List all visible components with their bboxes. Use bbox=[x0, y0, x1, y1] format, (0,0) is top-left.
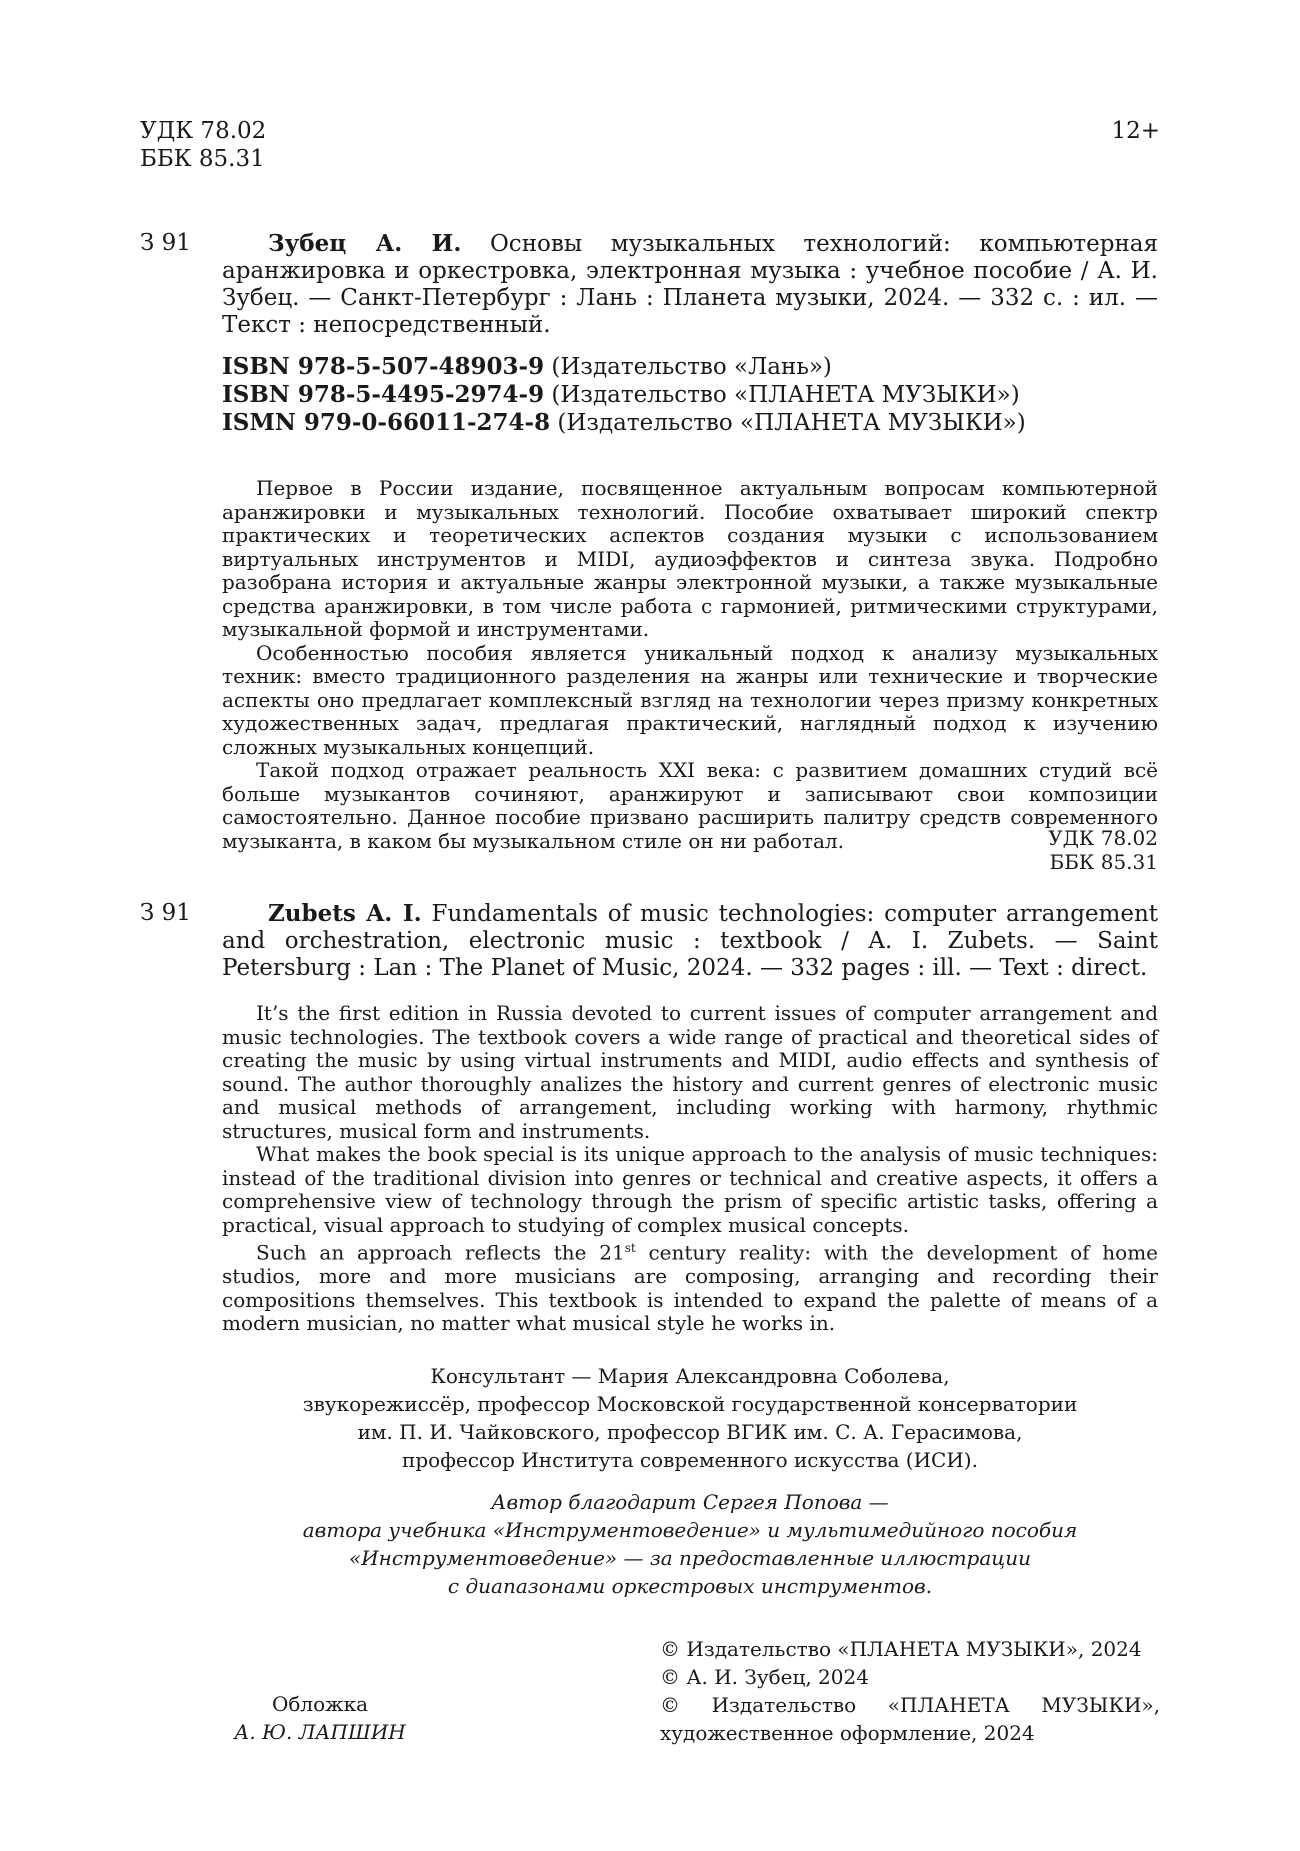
header-bbk: ББК 85.31 bbox=[140, 146, 265, 172]
en-entry-description: Fundamentals of music technologies: computer arrangement and orchestration, electronic music : textbook / A. I. Zubets. — Saint Petersburg : Lan : The Planet of Music, 2024. — 332 pages : ill. — Text : direct. bbox=[222, 901, 1159, 981]
ru-entry-text bbox=[222, 230, 1158, 339]
en-abstract bbox=[222, 1002, 1158, 1336]
en-abstract-p1: It’s the first edition in Russia devoted to current issues of computer arrangement and music technologies. The textbook covers a wide range of practical and theoretical sides of creating the music by using virtual instruments and MIDI, audio effects and synthesis of sound. The author thoroughly analizes the history and current genres of electronic music and musical methods of arrangement, including working with harmony, rhythmic structures, musical form and instruments. bbox=[222, 1001, 1158, 1143]
cover-label: Обложка bbox=[271, 1692, 368, 1716]
ru-abstract-p1: Первое в России издание, посвященное актуальным вопросам компьютерной аранжировки и музыкальных технологий. Пособие охватывает широкий спектр практических и теоретических аспектов создания музыки с использованием виртуальных инструментов и MIDI, аудиоэффектов и синтеза звука. Подробно разобрана история и актуальные жанры электронной музыки, а также музыкальные средства аранжировки, в том числе работа с гармонией, ритмическими структурами, музыкальной формой и инструментами. bbox=[222, 476, 1158, 641]
ru-abstract-udk: УДК 78.02 bbox=[1048, 826, 1158, 850]
en-entry-code: З 91 bbox=[140, 900, 191, 926]
en-abstract-p3-before: Such an approach reflects the 21 bbox=[256, 1240, 625, 1265]
en-entry-text bbox=[222, 900, 1158, 982]
copyright-line-2: © А. И. Зубец, 2024 bbox=[660, 1665, 869, 1689]
en-abstract-p2: What makes the book special is its unique approach to the analysis of music techniques: instead of the traditional division into genres or technical and creative aspects, it offers a comprehensive view of technology through the prism of specific artistic tasks, offering a practical, visual approach to studying of complex musical concepts. bbox=[222, 1142, 1158, 1237]
cover-credit bbox=[220, 1690, 420, 1746]
consultant-line-4: профессор Института современного искусства (ИСИ). bbox=[402, 1448, 978, 1472]
isbn-1-publisher: (Издательство «Лань») bbox=[551, 354, 832, 380]
thanks-line-3: «Инструментоведение» — за предоставленные иллюстрации bbox=[349, 1546, 1031, 1570]
ru-abstract bbox=[222, 477, 1158, 853]
isbn-line-2 bbox=[222, 381, 1020, 409]
ismn-line bbox=[222, 409, 1026, 437]
ru-entry-author: Зубец А. И. bbox=[268, 230, 462, 257]
consultant-line-2: звукорежиссёр, профессор Московской государственной консерватории bbox=[302, 1392, 1078, 1416]
en-entry-author: Zubets A. I. bbox=[268, 900, 422, 927]
copyright-line-3: © Издательство «ПЛАНЕТА МУЗЫКИ», художественное оформление, 2024 bbox=[660, 1693, 1160, 1745]
en-abstract-p3 bbox=[222, 1237, 1158, 1336]
copyright-block bbox=[660, 1635, 1160, 1747]
ru-abstract-p2: Особенностью пособия является уникальный подход к анализу музыкальных техник: вместо традиционного разделения на жанры или технические и творческие аспекты оно предлагает комплексный взгляд на технологии через призму конкретных художественных задач, предлагая практический, наглядный подход к изучению сложных музыкальных концепций. bbox=[222, 640, 1158, 759]
ru-abstract-bbk: ББК 85.31 bbox=[1049, 850, 1158, 874]
isbn-1: ISBN 978-5-507-48903-9 bbox=[222, 353, 545, 380]
thanks-line-1: Автор благодарит Сергея Попова — bbox=[491, 1490, 889, 1514]
copyright-line-1: © Издательство «ПЛАНЕТА МУЗЫКИ», 2024 bbox=[660, 1637, 1142, 1661]
ismn: ISMN 979-0-66011-274-8 bbox=[222, 409, 551, 436]
consultant-line-1: Консультант — Мария Александровна Соболева, bbox=[430, 1364, 950, 1388]
ru-entry-description: Основы музыкальных технологий: компьютерная аранжировка и оркестровка, электронная музыка : учебное пособие / А. И. Зубец. — Санкт-Петербург : Лань : Планета музыки, 2024. — 332 с. : ил. — Текст : непосредственный. bbox=[222, 231, 1159, 338]
ru-abstract-p3: Такой подход отражает реальность XXI века: с развитием домашних студий всё больше музыкантов сочиняют, аранжируют и записывают свои композиции самостоятельно. Данное пособие призвано расширить палитру средств современного музыканта, в каком бы музыкальном стиле он ни работал. bbox=[222, 758, 1158, 853]
isbn-2: ISBN 978-5-4495-2974-9 bbox=[222, 381, 545, 408]
consultant-block bbox=[222, 1362, 1158, 1474]
ru-entry-code: З 91 bbox=[140, 230, 191, 256]
thanks-line-4: с диапазонами оркестровых инструментов. bbox=[447, 1574, 933, 1598]
cover-artist: А. Ю. ЛАПШИН bbox=[234, 1720, 406, 1744]
acknowledgement-block bbox=[222, 1488, 1158, 1600]
en-abstract-p3-after: century reality: with the development of home studios, more and more musicians are composing, arranging and recording their compositions themselves. This textbook is intended to expand the palette of means of a modern musician, no matter what musical style he works in. bbox=[222, 1240, 1158, 1336]
consultant-line-3: им. П. И. Чайковского, профессор ВГИК им. С. А. Герасимова, bbox=[357, 1420, 1023, 1444]
isbn-line-1 bbox=[222, 353, 832, 381]
header-udk: УДК 78.02 bbox=[140, 118, 267, 144]
thanks-line-2: автора учебника «Инструментоведение» и мультимедийного пособия bbox=[302, 1518, 1078, 1542]
isbn-2-publisher: (Издательство «ПЛАНЕТА МУЗЫКИ») bbox=[551, 382, 1020, 408]
en-abstract-p3-sup: st bbox=[624, 1241, 636, 1255]
age-rating: 12+ bbox=[1111, 118, 1160, 144]
ismn-publisher: (Издательство «ПЛАНЕТА МУЗЫКИ») bbox=[557, 410, 1026, 436]
